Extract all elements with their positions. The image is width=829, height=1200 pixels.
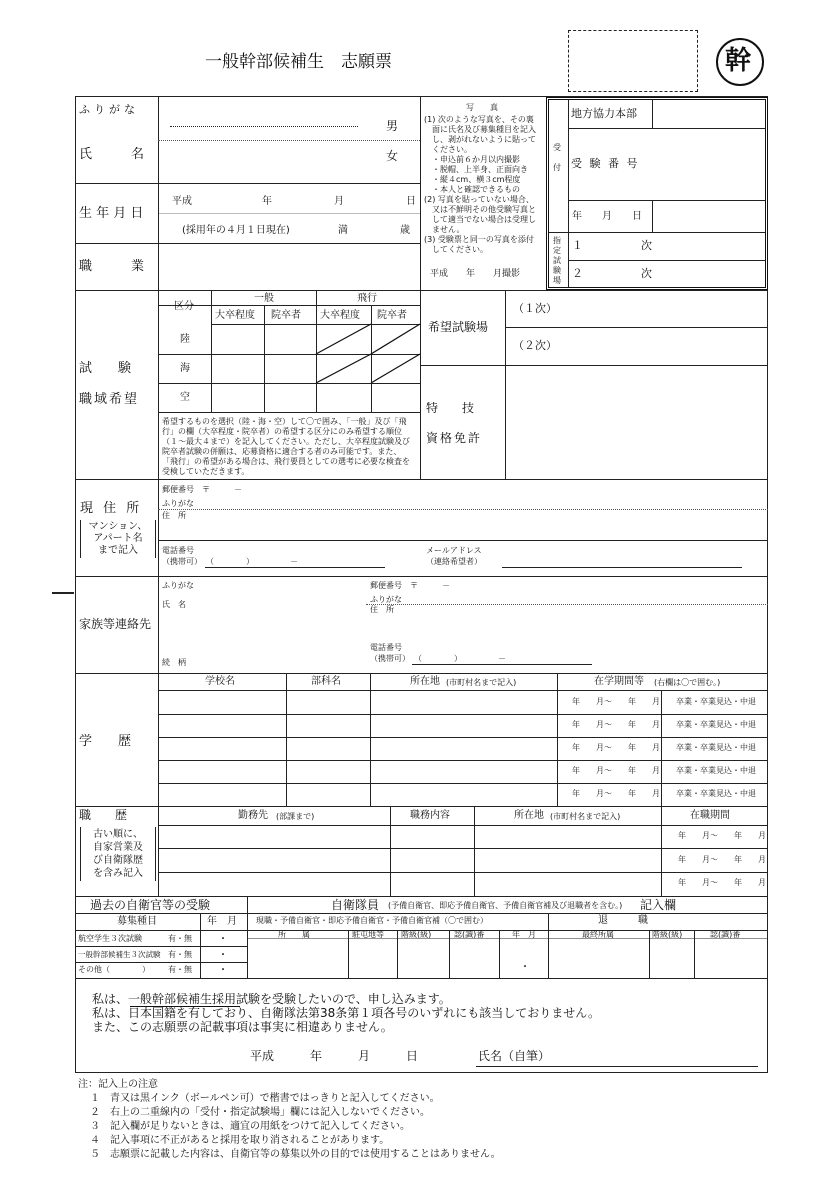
family-label: 家族等連絡先 [79,617,152,631]
work-content: 職務内容 [410,810,450,821]
address-jusho: 住 所 [162,511,186,520]
exam-kubun: 区分 [174,301,194,312]
edu-period-row-2: 年 月～ 年 月 [572,720,660,729]
notes-item-2: ２ 右上の二重線内の「受付・指定試験場」欄には記入しないでください。 [90,1107,430,1118]
education-label: 学 歴 [79,734,132,749]
occupation-label: 職 業 [79,259,145,274]
exam-label: 試 験 [79,361,132,376]
exam-note: 希望するものを選択（陸・海・空）して〇で囲み、「一般」及び「飛 行」の欄（大卒程度・院卒者）の希望する区分にのみ希望する順位 （１～最大４まで）を記入してください。ただし、大卒程度試験及び 院卒者試験の併願は、応募資格に適合する者のみ可能です。また、 「飛行」の希望がある場合は、飛行要員としての選考に必要な検査を 受検していただきます。 [162,417,410,476]
family-tel: 電話番号 [370,643,402,652]
address-divider [158,509,768,510]
tokugi-label: 特 技 [426,401,475,415]
address-mail-note: （連絡希望者） [426,557,482,566]
address-postal: 郵便番号 〒 － [162,485,242,494]
work-note: 古い順に、 自家営業及 び自衛隊歴 を含み記入 [80,827,156,881]
edu-status-row-5[interactable]: 卒業・卒業見込・中退 [676,789,756,798]
age-note: (採用年の４月１日現在) [182,225,290,236]
office-uketsuke: 受付 [553,143,561,172]
exam-hiko-insotsu: 院卒者 [377,310,407,321]
exam-hiko-daisotsu: 大卒程度 [320,310,360,321]
family-divider [366,604,768,605]
past-type: 募集種目 [117,916,157,927]
exam-riku[interactable]: 陸 [180,334,190,345]
stamp-seal-text: 幹 [725,46,752,76]
office-first-ji: 次 [641,239,652,252]
sdf-col-1: 所 属 [278,930,310,939]
sdf-taishoku: 退 職 [598,915,648,926]
edu-period: 在学期間等 [594,676,644,687]
age-unit: 歳 [400,225,410,236]
edu-period-row-1: 年 月～ 年 月 [572,697,660,706]
photo-taken: 平成 年 月撮影 [430,269,521,279]
birth-month: 月 [334,196,344,207]
notes-item-3: ３ 記入欄が足りないときは、適宜の用紙をつけて記入してください。 [90,1121,410,1132]
declaration-date[interactable]: 平成 年 月 日 [250,1049,419,1063]
exam-ippan-daisotsu: 大卒程度 [215,310,255,321]
past-dot-2: ・ [218,950,228,961]
exam-hiko: 飛行 [357,293,377,304]
exam-sora[interactable]: 空 [180,392,190,403]
past-row-3-name: その他（ ） [78,965,150,974]
address-tel-blank[interactable]: （ ） － [206,557,298,566]
notes-item-1: １ 青又は黒インク（ボールペン可）で楷書ではっきりと記入してください。 [90,1093,440,1104]
furigana-label: ふりがな [79,103,139,116]
family-keitai: （携帯可） [370,654,410,663]
edu-location-note: (市町村名まで記入) [446,678,517,687]
sdf-col-7: 階級(級) [652,930,683,939]
family-jusho: 住 所 [370,605,394,614]
past-dot-1: ・ [218,934,228,945]
notes-title: 注：記入上の注意 [78,1079,158,1090]
work-employer: 勤務先 [238,810,268,821]
sdf-col-5: 年 月 [512,930,536,939]
edu-dept: 部科名 [311,676,341,687]
birth-day: 日 [406,196,416,207]
birth-heisei: 平成 [172,196,192,207]
age-full: 満 [338,225,348,236]
office-chiho: 地方協力本部 [571,107,637,120]
family-postal: 郵便番号 〒 － [370,581,450,590]
edu-period-row-3: 年 月～ 年 月 [572,743,660,752]
address-furigana: ふりがな [162,499,194,508]
sdf-dot: ・ [520,962,530,973]
past-ym: 年 月 [207,916,237,927]
edu-location: 所在地 [410,676,440,687]
edu-period-row-4: 年 月～ 年 月 [572,766,660,775]
edu-status-row-3[interactable]: 卒業・卒業見込・中退 [676,743,756,752]
past-row-3-yn[interactable]: 有・無 [168,965,192,974]
office-second-ji: 次 [641,267,652,280]
exam-label-2: 職域希望 [79,392,140,407]
edu-status-row-2[interactable]: 卒業・卒業見込・中退 [676,720,756,729]
office-date: 年 月 日 [572,211,642,222]
work-label: 職 歴 [79,808,128,822]
office-second: ２ [572,267,583,280]
edu-period-row-5: 年 月～ 年 月 [572,789,660,798]
edu-period-note: (右欄は〇で囲む。) [654,678,721,687]
sdf-col-6: 最終所属 [582,930,614,939]
work-period: 在職期間 [690,810,730,821]
address-keitai: （携帯可） [162,557,202,566]
past-row-2-yn[interactable]: 有・無 [168,950,192,959]
office-shitei: 指定試験場 [553,236,561,285]
margin-mark [52,592,74,594]
kibo-second: （２次） [513,339,557,352]
address-note: マンション、 アパート名 まで記入 [80,520,156,558]
work-period-row-2: 年 月～ 年 月 [678,855,766,864]
office-juken: 受 験 番 号 [571,157,640,170]
work-period-row-1: 年 月～ 年 月 [678,831,766,840]
family-furigana: ふりがな [162,581,194,590]
past-label: 過去の自衛官等の受験 [90,898,211,912]
declaration-line-1: 私は、一般幹部候補生採用試験を受験したいので、申し込みます。 [92,992,451,1006]
gender-female[interactable]: 女 [386,149,399,163]
address-mail: メールアドレス [426,546,482,555]
sdf-title: 自衛隊員 [331,898,380,912]
birth-year: 年 [262,196,272,207]
sdf-type[interactable]: 現職・予備自衛官・即応予備自衛官・予備自衛官補（〇で囲む） [256,916,488,925]
family-furigana2: ふりがな [370,595,402,604]
sdf-col-2: 駐屯地等 [352,930,384,939]
edu-school: 学校名 [205,676,235,687]
birth-label: 生 年 月 日 [79,206,144,221]
address-label: 現 住 所 [80,501,143,516]
photo-title: 写 真 [466,103,498,112]
past-row-2-name: 一般幹部候補生３次試験 [78,950,161,959]
sdf-kinyu: 記入欄 [640,898,677,912]
family-relation: 続 柄 [162,658,186,667]
family-name: 氏 名 [162,600,186,609]
edu-status-row-1[interactable]: 卒業・卒業見込・中退 [676,697,756,706]
past-row-1-yn[interactable]: 有・無 [168,934,192,943]
work-period-row-3: 年 月～ 年 月 [678,878,766,887]
exam-ippan: 一般 [254,293,274,304]
office-first: １ [572,239,583,252]
shikaku-label: 資格免許 [426,431,483,445]
declaration-sign[interactable]: 氏名（自筆） [478,1049,551,1063]
kibo-shiken-label: 希望試験場 [428,320,489,334]
declaration-line-2: 私は、日本国籍を有しており、自衛隊法第38条第１項各号のいずれにも該当しておりません。 [92,1006,600,1020]
work-employer-note: (部課まで) [276,812,315,821]
kibo-first: （１次） [513,302,557,315]
address-tel: 電話番号 [162,546,194,555]
past-row-1-name: 航空学生３次試験 [78,934,142,943]
notes-item-4: ４ 記入事項に不正があると採用を取り消されることがあります。 [90,1135,390,1146]
exam-umi[interactable]: 海 [180,363,190,374]
notes-item-5: ５ 志願票に記載した内容は、自衛官等の募集以外の目的では使用することはありません。 [90,1149,501,1160]
gender-male[interactable]: 男 [386,119,399,133]
declaration-line-3: また、この志願票の記載事項は事実に相違ありません。 [92,1020,393,1034]
past-dot-3: ・ [218,965,228,976]
sdf-col-8: 認(識)番 [710,930,741,939]
page-title: 一般幹部候補生 志願票 [205,52,392,72]
photo-notes: (1) 次のような写真を、その裏 面に氏名及び募集種目を記入 し、剥がれないように貼って ください。 ・申込前６か月以内撮影 ・脱帽、上半身、正面向き ・縦４cm、横３cm程度 ・本人と確認できるもの (2) 写真を貼っていない場合、 又は不鮮明その他受験写真と して適当でない場合は受理し ません。 (3) 受験票と同一の写真を添付 してください。 [424,115,536,254]
name-label: 氏 名 [79,147,145,162]
edu-status-row-4[interactable]: 卒業・卒業見込・中退 [676,766,756,775]
exam-ippan-insotsu: 院卒者 [271,310,301,321]
work-location-note: (市町村名まで記入) [550,812,621,821]
work-location: 所在地 [514,810,544,821]
sdf-col-3: 階級(級) [401,930,432,939]
sdf-col-4: 認(識)番 [454,930,485,939]
family-tel-blank[interactable]: （ ） － [414,654,506,663]
sdf-note: (予備自衛官、即応予備自衛官、予備自衛官補及び退職者を含む。) [388,901,623,910]
